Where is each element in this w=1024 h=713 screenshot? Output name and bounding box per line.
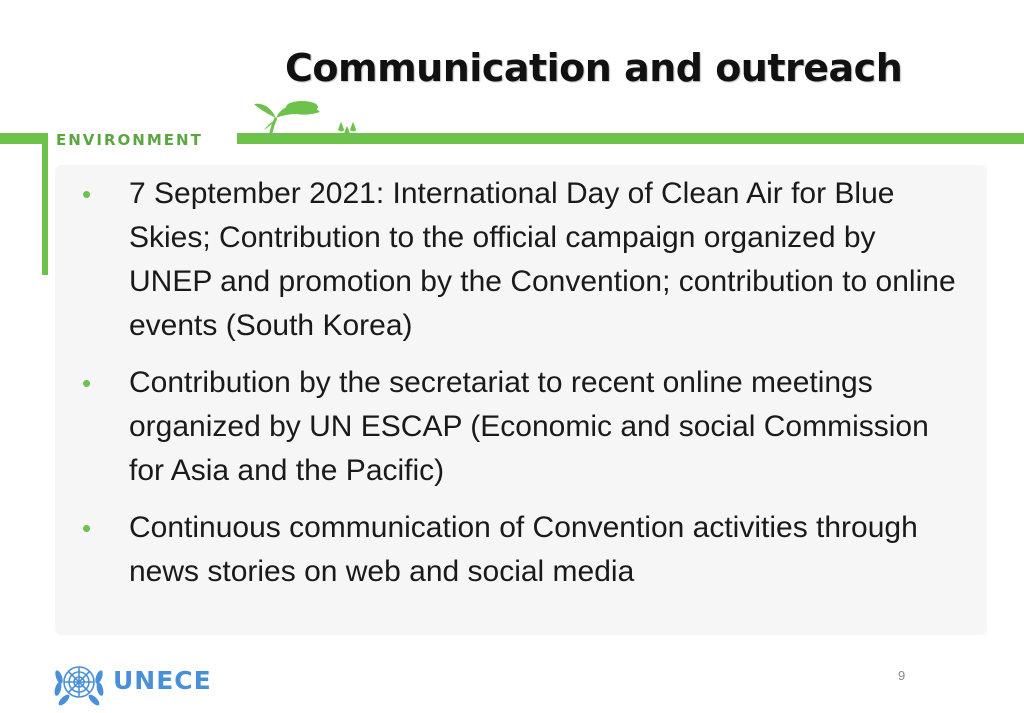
header-rule-right xyxy=(237,133,1024,144)
section-label: ENVIRONMENT xyxy=(56,131,203,149)
bullet-text: Contribution by the secretariat to recent online meetings organized by UN ESCAP (Economic and social Commission for Asia and the Pacific) xyxy=(129,366,929,487)
bullet-item xyxy=(82,361,962,493)
bullet-text: 7 September 2021: International Day of Clean Air for Blue Skies; Contribution to the official campaign organized by UNEP and promotion by the Convention; contribution to online events (South Korea) xyxy=(129,177,956,342)
bullet-item xyxy=(82,172,962,348)
side-rule xyxy=(42,133,48,275)
bullet-dot: • xyxy=(82,179,92,209)
org-name: UNECE xyxy=(113,666,212,695)
bullet-text: Continuous communication of Convention activities through news stories on web and social media xyxy=(129,511,918,588)
bullet-item xyxy=(82,506,962,594)
header-rule-left xyxy=(0,133,48,144)
page-number: 9 xyxy=(898,668,906,683)
bullet-dot: • xyxy=(82,513,92,543)
bullet-list xyxy=(82,172,962,607)
slide-title: Communication and outreach xyxy=(285,46,903,90)
bullet-dot: • xyxy=(82,368,92,398)
un-emblem-icon xyxy=(50,655,108,713)
